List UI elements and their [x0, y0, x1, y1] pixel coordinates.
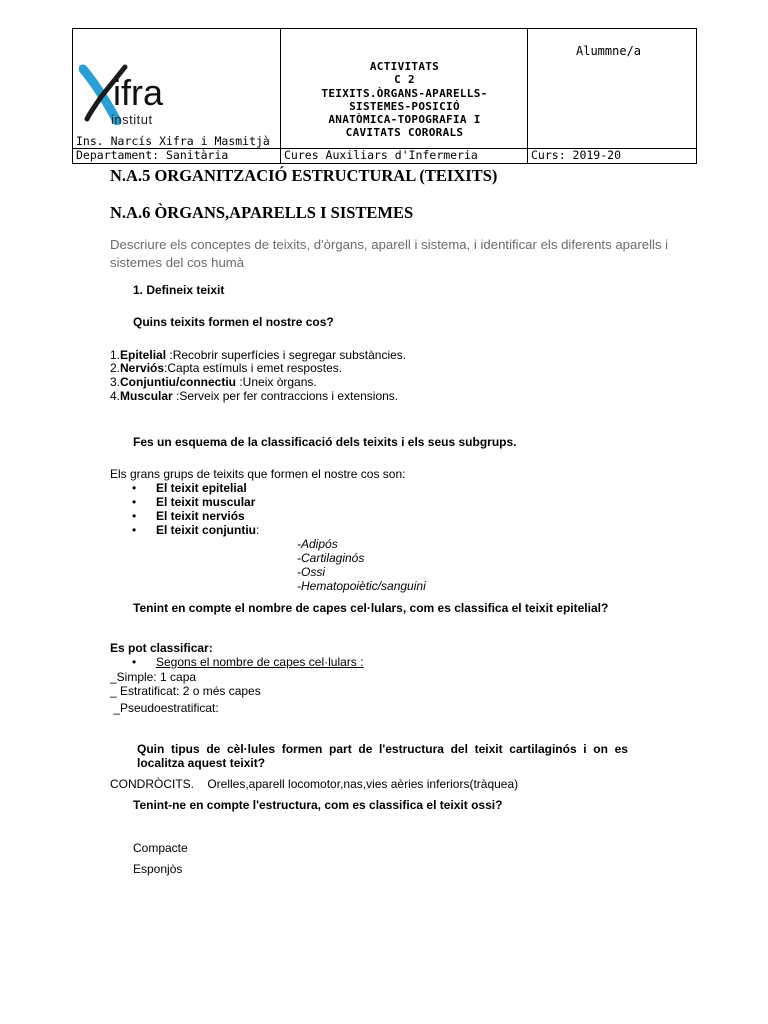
student-label: Alummne/a — [576, 44, 642, 58]
bullet: • — [132, 481, 137, 495]
bullet: • — [132, 509, 137, 523]
question-4: Tenint en compte el nombre de capes cel·lulars, com es classifica el teixit epitelial? — [133, 601, 609, 615]
tissue-item: 4.Muscular :Serveix per fer contraccions i extensions. — [110, 389, 399, 403]
question-3: Fes un esquema de la classificació dels teixits i els seus subgrups. — [133, 435, 517, 449]
logo-subtitle: institut — [111, 112, 153, 127]
subgroup-item: -Hematopoiètic/sanguini — [297, 579, 426, 593]
activity-line: SISTEMES-POSICIÓ — [349, 99, 460, 113]
heading-na6: N.A.6 ÒRGANS,APARELLS I SISTEMES — [110, 203, 414, 222]
classify-bullet: Segons el nombre de capes cel·lulars : — [156, 655, 364, 669]
heading-na5: N.A.5 ORGANITZACIÓ ESTRUCTURAL (TEIXITS) — [110, 166, 498, 185]
classify-item: _Simple: 1 capa — [110, 670, 197, 684]
group-item: El teixit muscular — [156, 495, 256, 509]
school-name: Ins. Narcís Xifra i Masmitjà — [76, 134, 270, 148]
activity-line: C 2 — [394, 73, 415, 87]
activity-cell — [281, 29, 528, 148]
header-table — [72, 28, 697, 164]
question-6: Tenint-ne en compte l'estructura, com es classifica el teixit ossi? — [133, 798, 503, 812]
group-item: El teixit conjuntiu: — [156, 523, 260, 537]
logo-word: ifra — [113, 72, 164, 113]
classify-item: _Pseudoestratificat: — [110, 701, 219, 715]
student-cell — [528, 29, 696, 148]
question-5-cont: localitza aquest teixit? — [137, 756, 266, 770]
year-label: Curs: 2019-20 — [531, 148, 622, 162]
subgroup-item: -Ossi — [297, 565, 325, 579]
question-1: 1. Defineix teixit — [133, 283, 225, 297]
classify-item: _ Estratificat: 2 o més capes — [110, 684, 261, 698]
subgroup-item: -Cartilaginós — [297, 551, 365, 565]
bullet: • — [132, 523, 137, 537]
activity-line: ANATÒMICA-TOPOGRAFIA I — [328, 113, 481, 127]
question-2: Quins teixits formen el nostre cos? — [133, 315, 334, 329]
activity-line: CAVITATS CORORALS — [345, 126, 464, 140]
activity-title — [281, 60, 528, 140]
question-5: Quin tipus de cèl·lules formen part de l'estructura del teixit cartilaginós i on es — [137, 742, 628, 756]
activity-line: ACTIVITATS — [369, 60, 440, 73]
bone-type: Esponjòs — [133, 862, 183, 876]
tissue-item: 1.Epitelial :Recobrir superfícies i segregar substàncies. — [110, 348, 407, 362]
xifra-logo — [79, 63, 199, 127]
groups-intro: Els grans grups de teixits que formen el nostre cos son: — [110, 467, 406, 481]
group-item: El teixit epitelial — [156, 481, 247, 495]
group-item: El teixit nerviós — [156, 509, 245, 523]
bullet: • — [132, 655, 137, 669]
tissue-item: 2.Nerviós:Capta estímuls i emet respostes. — [110, 361, 343, 375]
classify-title: Es pot classificar: — [110, 641, 213, 655]
tissue-item: 3.Conjuntiu/connectiu :Uneix òrgans. — [110, 375, 317, 389]
bone-type: Compacte — [133, 841, 188, 855]
activity-line: TEIXITS.ÒRGANS-APARELLS- — [321, 86, 488, 100]
answer-5: CONDRÒCITS. Orelles,aparell locomotor,nas,vies aèries inferiors(tràquea) — [110, 777, 519, 791]
department-label: Departament: Sanitària — [76, 148, 229, 162]
subgroup-item: -Adipós — [297, 537, 338, 551]
lead-paragraph: Descriure els conceptes de teixits, d'òrgans, aparell i sistema, i identificar els diferents aparells i sistemes del cos humà — [110, 237, 669, 270]
course-label: Cures Auxiliars d'Infermeria — [284, 148, 478, 162]
bullet: • — [132, 495, 137, 509]
logo-cell — [73, 29, 281, 148]
